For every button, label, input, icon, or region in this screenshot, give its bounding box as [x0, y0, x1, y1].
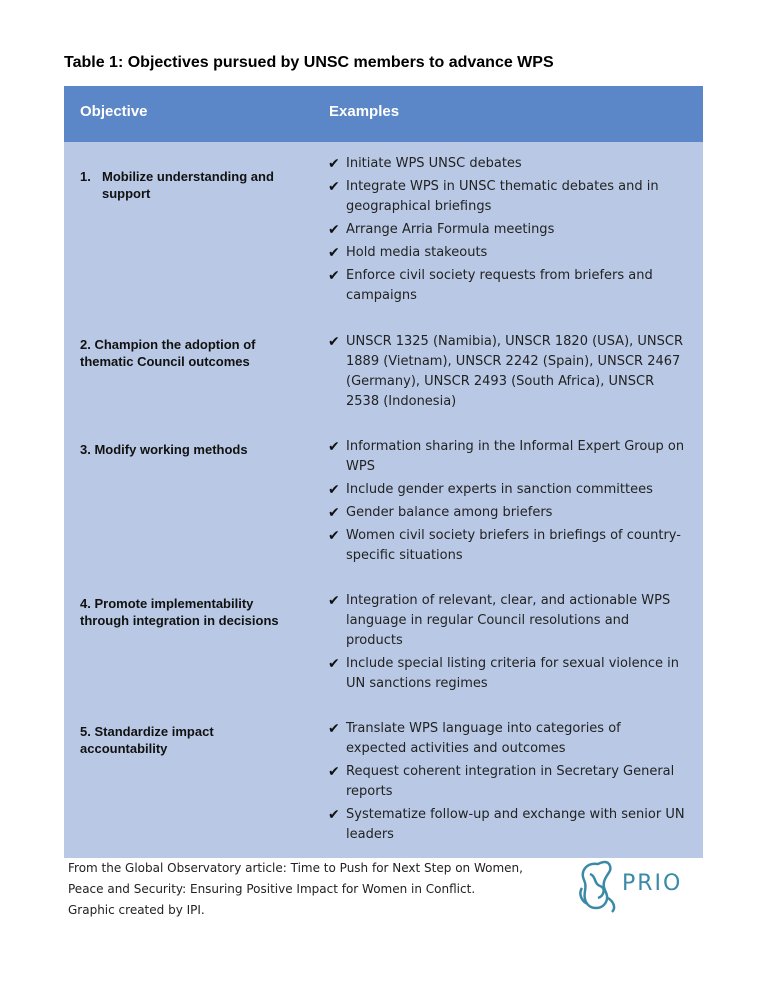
list-item: ✔ Systematize follow-up and exchange with senior UN leaders — [328, 807, 685, 842]
header-examples: Examples — [308, 86, 703, 142]
checkmark-icon: ✔ — [328, 179, 340, 195]
objective-cell — [64, 425, 308, 579]
source-line-1: From the Global Observatory article: Time to Push for Next Step on Women, — [68, 861, 523, 875]
objective-text: Modify working methods — [94, 442, 248, 457]
objective-number: 2. — [80, 337, 91, 352]
objective-number: 4. — [80, 596, 91, 611]
list-item: ✔ Information sharing in the Informal Expert Group on WPS — [328, 439, 685, 474]
objective-number: 5. — [80, 724, 91, 739]
objective-cell — [64, 142, 308, 320]
checkmark-icon: ✔ — [328, 482, 340, 498]
prio-logo-text: PRIO — [622, 871, 683, 896]
list-item: ✔ Translate WPS language into categories of expected activities and outcomes — [328, 721, 621, 756]
objective-cell — [64, 707, 308, 858]
examples-cell — [308, 425, 703, 579]
objective-number: 3. — [80, 442, 91, 457]
objective-text: Standardize impact accountability — [80, 724, 214, 756]
source-note — [68, 858, 568, 921]
list-item: ✔ Arrange Arria Formula meetings — [328, 222, 555, 238]
examples-cell — [308, 707, 703, 858]
header-objective: Objective — [64, 86, 308, 142]
objective-number: 1. — [80, 169, 91, 184]
objective-cell — [64, 320, 308, 425]
prio-emblem-icon — [576, 858, 620, 914]
list-item: ✔ Integration of relevant, clear, and actionable WPS language in regular Council resolutions and products — [328, 593, 671, 648]
checkmark-icon: ✔ — [328, 721, 340, 737]
list-item: ✔ Include gender experts in sanction committees — [328, 482, 653, 498]
checkmark-icon: ✔ — [328, 807, 340, 823]
table-row — [64, 707, 703, 858]
objectives-table — [64, 86, 703, 858]
objective-text: Champion the adoption of thematic Council outcomes — [80, 337, 256, 369]
list-item: ✔ Gender balance among briefers — [328, 505, 553, 521]
examples-list — [328, 332, 685, 412]
objective-cell — [64, 579, 308, 707]
examples-cell — [308, 320, 703, 425]
examples-cell — [308, 142, 703, 320]
table-title: Table 1: Objectives pursued by UNSC members to advance WPS — [64, 54, 554, 71]
list-item: ✔ Integrate WPS in UNSC thematic debates and in geographical briefings — [328, 179, 659, 214]
examples-list — [328, 719, 685, 845]
list-item: ✔ Enforce civil society requests from briefers and campaigns — [328, 268, 653, 303]
checkmark-icon: ✔ — [328, 528, 340, 544]
list-item: ✔ UNSCR 1325 (Namibia), UNSCR 1820 (USA), UNSCR 1889 (Vietnam), UNSCR 2242 (Spain), UNSCR 2467 (Germany), UNSCR 2493 (South Africa), UNSCR 2538 (Indonesia) — [328, 334, 684, 409]
examples-list — [328, 591, 685, 694]
checkmark-icon: ✔ — [328, 764, 340, 780]
table-row — [64, 579, 703, 707]
objective-text: Promote implementability through integration in decisions — [80, 596, 279, 628]
checkmark-icon: ✔ — [328, 505, 340, 521]
checkmark-icon: ✔ — [328, 245, 340, 261]
list-item: ✔ Request coherent integration in Secretary General reports — [328, 764, 675, 799]
list-item: ✔ Hold media stakeouts — [328, 245, 488, 261]
table-row — [64, 320, 703, 425]
checkmark-icon: ✔ — [328, 656, 340, 672]
checkmark-icon: ✔ — [328, 593, 340, 609]
source-line-2: Peace and Security: Ensuring Positive Impact for Women in Conflict. — [68, 882, 476, 896]
prio-logo — [576, 858, 696, 914]
list-item: ✔ Initiate WPS UNSC debates — [328, 156, 522, 172]
table-row — [64, 425, 703, 579]
checkmark-icon: ✔ — [328, 222, 340, 238]
checkmark-icon: ✔ — [328, 334, 340, 350]
list-item: ✔ Women civil society briefers in briefings of country-specific situations — [328, 528, 681, 563]
objective-text: Mobilize understanding and support — [102, 169, 274, 201]
examples-list — [328, 154, 685, 306]
checkmark-icon: ✔ — [328, 439, 340, 455]
checkmark-icon: ✔ — [328, 268, 340, 284]
examples-list — [328, 437, 685, 566]
table-header-row — [64, 86, 703, 142]
source-line-3: Graphic created by IPI. — [68, 903, 205, 917]
checkmark-icon: ✔ — [328, 156, 340, 172]
list-item: ✔ Include special listing criteria for sexual violence in UN sanctions regimes — [328, 656, 679, 691]
examples-cell — [308, 579, 703, 707]
table-row — [64, 142, 703, 320]
